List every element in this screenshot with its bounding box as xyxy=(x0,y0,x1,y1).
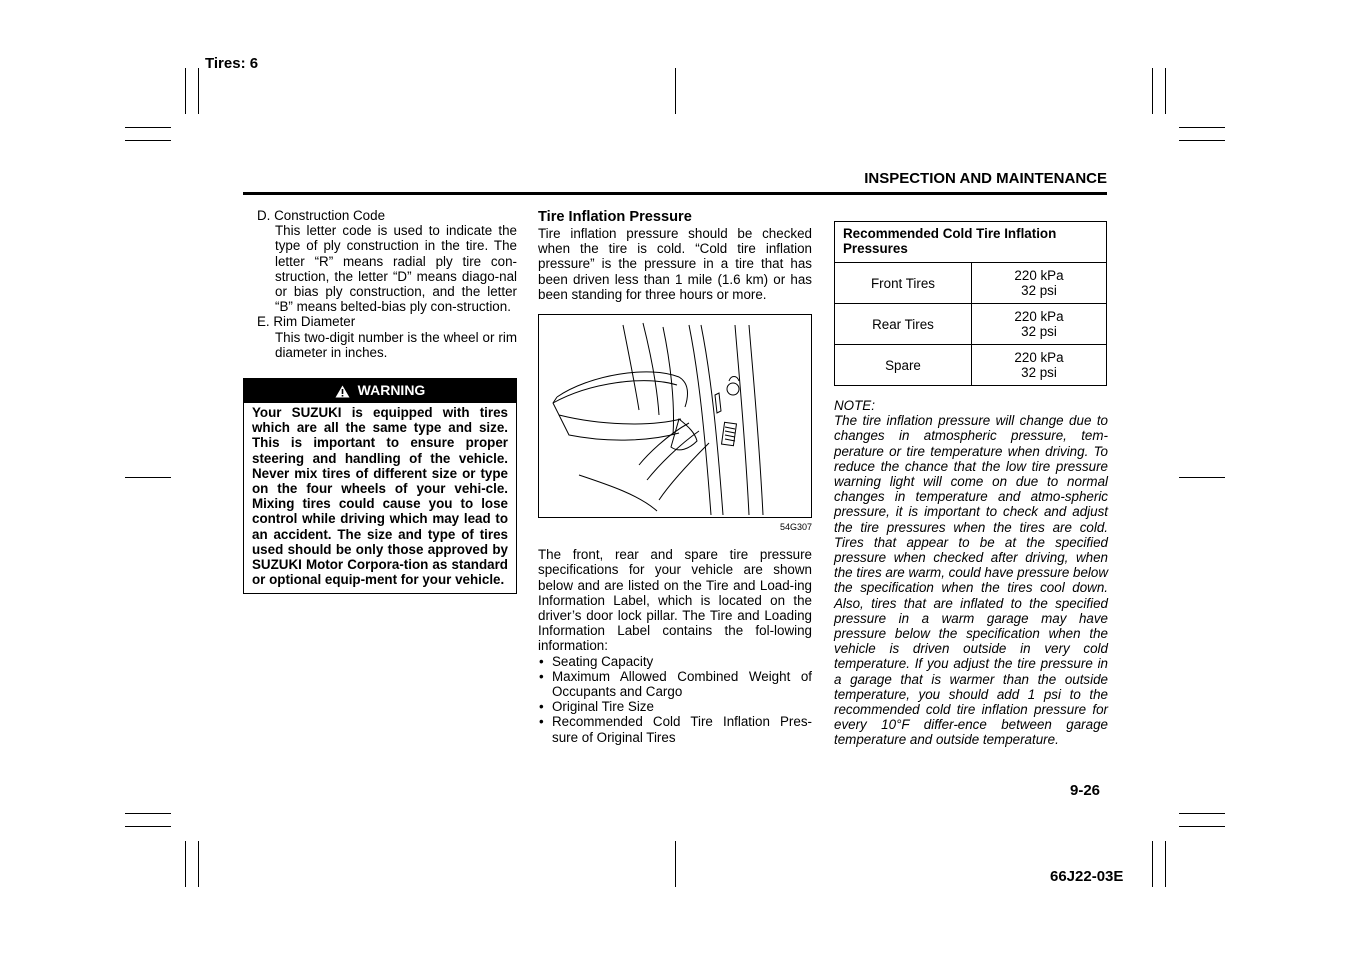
list-item: • Maximum Allowed Combined Weight of Occupants and Cargo xyxy=(538,669,812,699)
row-value xyxy=(972,263,1107,304)
item-e-body: This two-digit number is the wheel or rim diameter in inches. xyxy=(275,329,517,360)
seat-and-pillar-drawing xyxy=(539,315,811,517)
table-row xyxy=(835,304,1107,345)
list-item: • Original Tire Size xyxy=(538,699,812,714)
label-info-paragraph: The front, rear and spare tire pressure specifications for your vehicle are shown below and are listed on the Tire and Load-ing Information Label, which is located on the driver’s door lock pillar. The Tire and Loading Information Label contains the fol-lowing information: xyxy=(538,547,812,654)
row-value xyxy=(972,345,1107,386)
warning-label: WARNING xyxy=(357,382,426,399)
row-label: Spare xyxy=(835,345,972,386)
label-info-list xyxy=(538,654,812,745)
page-number: 9-26 xyxy=(1070,782,1101,799)
table-row xyxy=(835,263,1107,304)
chapter-label: Tires: 6 xyxy=(205,55,259,72)
list-item: • Seating Capacity xyxy=(538,654,812,669)
row-label: Front Tires xyxy=(835,263,972,304)
warning-box xyxy=(243,378,517,594)
column-right xyxy=(834,221,1108,748)
table-row xyxy=(835,345,1107,386)
section-heading: Tire Inflation Pressure xyxy=(538,209,692,225)
warning-triangle-icon xyxy=(335,385,350,398)
intro-paragraph: Tire inflation pressure should be checked when the tire is cold. “Cold tire inflation pressure” is the pressure in a tire that has been driven less than 1 mile (1.6 km) or has been standing for three hours or more. xyxy=(538,226,812,302)
column-left xyxy=(243,208,517,594)
note-block xyxy=(834,398,1108,748)
item-d-body: This letter code is used to indicate the type of ply construction in the tire. The letter “R” means radial ply tire con-struction, the letter “D” means diago-nal or bias ply construction, and the letter “B” means belted-bias ply con-struction. xyxy=(275,223,517,315)
warning-text: Your SUZUKI is equipped with tires which are all the same type and size. This is important to ensure proper steering and handling of the vehicle. Never mix tires of different size or type on the four wheels of your vehi-cle. Mixing tires could cause you to lose control while driving which may lead to an accident. The size and type of tires used should be only those approved by SUZUKI Motor Corpora-tion as standard or optional equip-ment for your vehicle. xyxy=(252,405,508,588)
row-label: Rear Tires xyxy=(835,304,972,345)
section-title: INSPECTION AND MAINTENANCE xyxy=(864,170,1107,187)
note-text: The tire inflation pressure will change due to changes in atmospheric pressure, tem-perature or tire temperature when driving. To reduce the chance that the low tire pressure warning light will come on due to normal changes in temperature and atmo-spheric pressure, it is important to check and adjust the tire pressures when the tires are cold. Tires that appear to be at the specified pressure when checked after driving, when the tires are warm, could have pressure below the specification when the tires cool down. Also, tires that are inflated to the specified pressure in a warm garage may have pressure below the specification when the vehicle is driven outside in very cold temperature. If you adjust the tire pressure in a garage that is warmer than the outside temperature, you should add 1 psi to the recommended cold tire inflation pressure for every 10°F differ-ence between garage temperature and outside temperature. xyxy=(834,413,1108,748)
figure-code: 54G307 xyxy=(779,522,812,533)
note-label: NOTE: xyxy=(834,398,875,413)
row-value xyxy=(972,304,1107,345)
psi-value: 32 psi xyxy=(1021,365,1057,380)
list-item: • Recommended Cold Tire Inflation Pres-sure of Original Tires xyxy=(538,714,812,744)
item-e-heading: E. Rim Diameter xyxy=(257,314,356,330)
header-rule xyxy=(243,192,1107,195)
pressure-table-header: Recommended Cold Tire Inflation Pressures xyxy=(835,222,1107,263)
pressure-table xyxy=(834,221,1107,386)
door-pillar-illustration xyxy=(538,314,812,518)
kpa-value: 220 kPa xyxy=(1014,350,1064,365)
psi-value: 32 psi xyxy=(1021,324,1057,339)
item-d-heading: D. Construction Code xyxy=(257,208,386,223)
document-code: 66J22-03E xyxy=(1050,868,1124,885)
psi-value: 32 psi xyxy=(1021,283,1057,298)
column-middle xyxy=(538,208,812,745)
warning-header xyxy=(244,379,516,403)
kpa-value: 220 kPa xyxy=(1014,309,1064,324)
kpa-value: 220 kPa xyxy=(1014,268,1064,283)
